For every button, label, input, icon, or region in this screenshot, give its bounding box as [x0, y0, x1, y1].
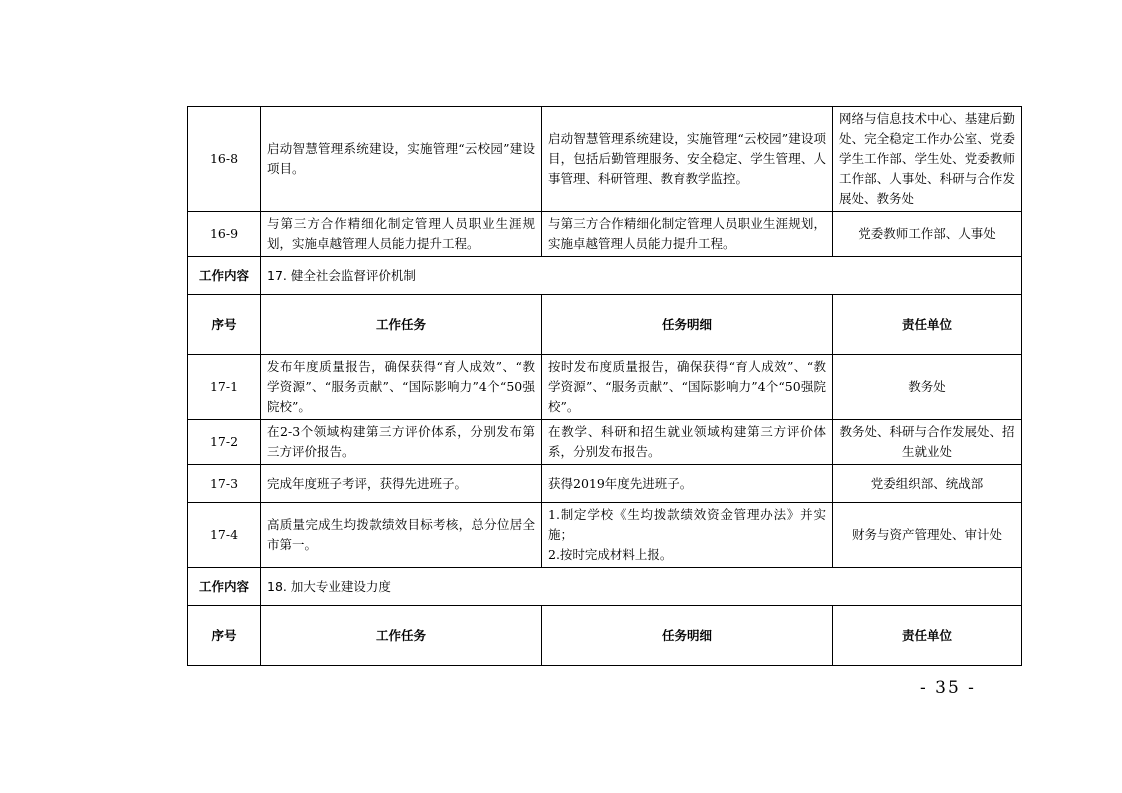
unit-cell: 网络与信息技术中心、基建后勤处、完全稳定工作办公室、党委学生工作部、学生处、党委教师工作部、人事处、科研与合作发展处、教务处	[833, 107, 1022, 212]
row-id: 17-1	[188, 355, 261, 420]
table-row	[188, 355, 1022, 420]
header-task: 工作任务	[261, 606, 542, 666]
unit-cell: 教务处	[833, 355, 1022, 420]
row-id: 16-9	[188, 212, 261, 257]
task-cell: 完成年度班子考评，获得先进班子。	[261, 465, 542, 503]
detail-cell: 获得2019年度先进班子。	[542, 465, 833, 503]
section-title: 18. 加大专业建设力度	[261, 568, 1022, 606]
page-number: - 35 -	[920, 678, 976, 698]
detail-cell: 在教学、科研和招生就业领域构建第三方评价体系，分别发布报告。	[542, 420, 833, 465]
unit-cell: 党委教师工作部、人事处	[833, 212, 1022, 257]
task-cell: 与第三方合作精细化制定管理人员职业生涯规划，实施卓越管理人员能力提升工程。	[261, 212, 542, 257]
section-row	[188, 568, 1022, 606]
detail-cell: 与第三方合作精细化制定管理人员职业生涯规划，实施卓越管理人员能力提升工程。	[542, 212, 833, 257]
header-unit: 责任单位	[833, 606, 1022, 666]
header-detail: 任务明细	[542, 606, 833, 666]
row-id: 17-4	[188, 503, 261, 568]
unit-cell: 党委组织部、统战部	[833, 465, 1022, 503]
detail-cell: 启动智慧管理系统建设，实施管理“云校园”建设项目，包括后勤管理服务、安全稳定、学生管理、人事管理、科研管理、教育教学监控。	[542, 107, 833, 212]
detail-line-1: 1.制定学校《生均拨款绩效资金管理办法》并实施；	[548, 507, 826, 542]
header-seq: 序号	[188, 606, 261, 666]
task-cell: 发布年度质量报告，确保获得“育人成效”、“教学资源”、“服务贡献”、“国际影响力”4个“50强院校”。	[261, 355, 542, 420]
header-row	[188, 295, 1022, 355]
task-cell: 在2-3个领域构建第三方评价体系，分别发布第三方评价报告。	[261, 420, 542, 465]
section-label: 工作内容	[188, 568, 261, 606]
section-label: 工作内容	[188, 257, 261, 295]
table-row	[188, 503, 1022, 568]
row-id: 17-2	[188, 420, 261, 465]
header-unit: 责任单位	[833, 295, 1022, 355]
detail-cell: 按时发布度质量报告，确保获得“育人成效”、“教学资源”、“服务贡献”、“国际影响力”4个“50强院校”。	[542, 355, 833, 420]
header-detail: 任务明细	[542, 295, 833, 355]
section-title: 17. 健全社会监督评价机制	[261, 257, 1022, 295]
table-row	[188, 420, 1022, 465]
header-seq: 序号	[188, 295, 261, 355]
detail-cell	[542, 503, 833, 568]
table-row	[188, 107, 1022, 212]
header-task: 工作任务	[261, 295, 542, 355]
task-cell: 启动智慧管理系统建设，实施管理“云校园”建设项目。	[261, 107, 542, 212]
section-row	[188, 257, 1022, 295]
detail-line-2: 2.按时完成材料上报。	[548, 547, 673, 562]
work-plan-table	[187, 106, 1022, 666]
row-id: 16-8	[188, 107, 261, 212]
task-cell: 高质量完成生均拨款绩效目标考核，总分位居全市第一。	[261, 503, 542, 568]
row-id: 17-3	[188, 465, 261, 503]
unit-cell: 财务与资产管理处、审计处	[833, 503, 1022, 568]
table-row	[188, 465, 1022, 503]
header-row	[188, 606, 1022, 666]
table-row	[188, 212, 1022, 257]
unit-cell: 教务处、科研与合作发展处、招生就业处	[833, 420, 1022, 465]
